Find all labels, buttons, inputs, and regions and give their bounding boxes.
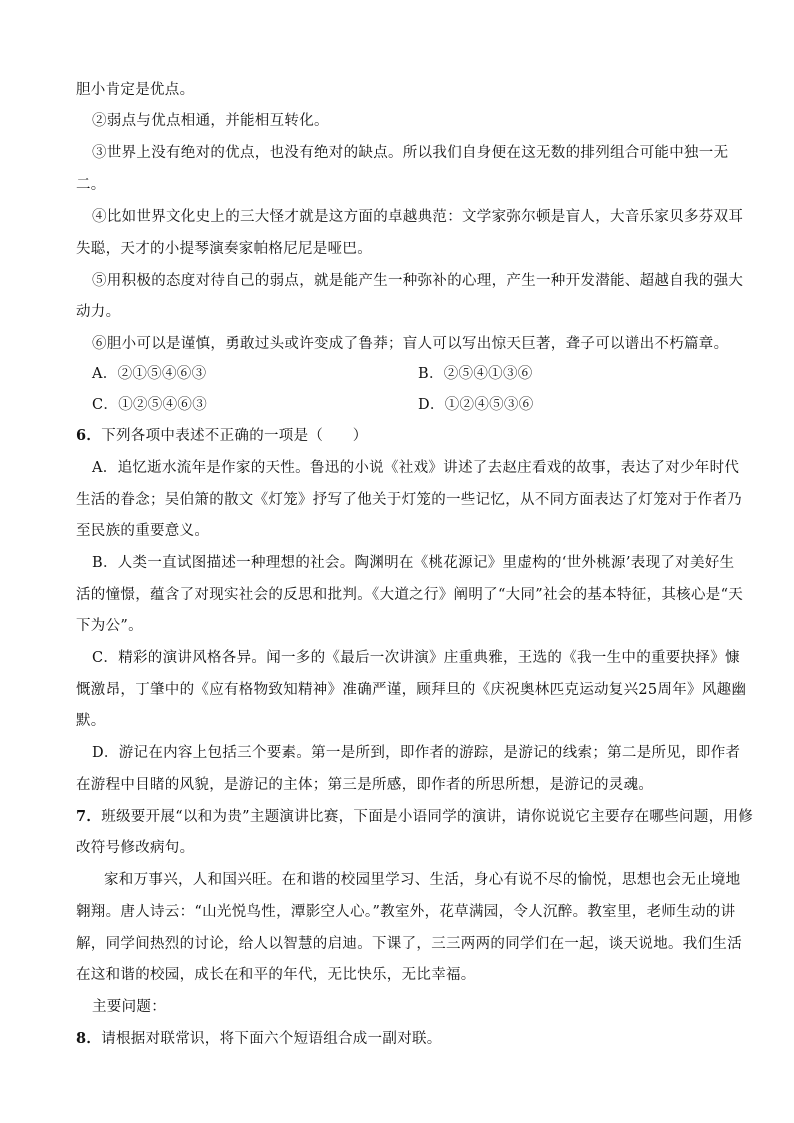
text-line: ⑤用积极的态度对待自己的弱点，就是能产生一种弥补的心理，产生一种开发潜能、超越自我的强大	[92, 273, 744, 289]
text-line: ⑥胆小可以是谨慎，勇敢过头或许变成了鲁莽；盲人可以写出惊天巨著，聋子可以谱出不朽篇章。	[92, 336, 729, 352]
text-line: 下为公”。	[76, 618, 143, 634]
text-line: C．精彩的演讲风格各异。闻一多的《最后一次讲演》庄重典雅，王选的《我一生中的重要抉择》慷	[92, 650, 740, 666]
answer-label: 主要问题：	[92, 999, 166, 1015]
text-line: 慨激昂，丁肇中的《应有格物致知精神》准确严谨，顾拜旦的《庆祝奥林匹克运动复兴25周年》风趣幽	[76, 682, 747, 698]
question-7	[76, 807, 753, 827]
question-stem: 班级要开展“以和为贵”主题演讲比赛，下面是小语同学的演讲，请你说说它主要存在哪些问题，用修	[101, 809, 754, 825]
text-line: 活的憧憬，蕴含了对现实社会的反思和批判。《大道之行》阐明了“大同”社会的基本特征，其核心是“天	[76, 587, 744, 603]
text-line: 生活的眷念；吴伯箫的散文《灯笼》抒写了他关于灯笼的一些记忆，从不同方面表达了灯笼对于作者乃	[76, 492, 742, 508]
passage-line: 在这和谐的校园，成长在和平的年代，无比快乐，无比幸福。	[76, 967, 476, 983]
text-line: ④比如世界文化史上的三大怪才就是这方面的卓越典范：文学家弥尔顿是盲人，大音乐家贝多芬双耳	[92, 209, 744, 225]
option-c: C．①②⑤④⑥③	[92, 397, 207, 413]
text-line: 改符号修改病句。	[76, 840, 195, 856]
text-line: 二。	[76, 177, 106, 193]
question-6	[76, 426, 368, 446]
question-stem: 下列各项中表述不正确的一项是（ ）	[101, 428, 368, 444]
passage-line: 家和万事兴，人和国兴旺。在和谐的校园里学习、生活，身心有说不尽的愉悦，思想也会无止境地	[104, 872, 741, 888]
text-line: D．游记在内容上包括三个要素。第一是所到，即作者的游踪，是游记的线索；第二是所见，即作者	[92, 745, 741, 761]
text-line: ③世界上没有绝对的优点，也没有绝对的缺点。所以我们自身便在这无数的排列组合可能中独一无	[92, 145, 729, 161]
passage-line: 翱翔。唐人诗云：“山光悦鸟性，潭影空人心。”教室外，花草满园，令人沉醉。教室里，老师生动的讲	[76, 904, 736, 920]
text-line: A．追忆逝水流年是作家的天性。鲁迅的小说《社戏》讲述了去赵庄看戏的故事，表达了对少年时代	[92, 460, 740, 476]
option-a: A．②①⑤④⑥③	[92, 366, 207, 382]
text-line: B．人类一直试图描述一种理想的社会。陶渊明在《桃花源记》里虚构的‘世外桃源’表现了对美好生	[92, 555, 735, 571]
text-line: 失聪，天才的小提琴演奏家帕格尼尼是哑巴。	[76, 241, 372, 257]
text-line: 默。	[76, 713, 106, 729]
question-number: 7．	[76, 808, 102, 825]
question-stem: 请根据对联常识，将下面六个短语组合成一副对联。	[101, 1031, 442, 1047]
question-8	[76, 1029, 442, 1049]
text-line: ②弱点与优点相通，并能相互转化。	[92, 113, 329, 129]
question-number: 6．	[76, 427, 102, 444]
question-number: 8．	[76, 1030, 102, 1047]
text-line: 在游程中目睹的风貌，是游记的主体；第三是所感，即作者的所思所想，是游记的灵魂。	[76, 777, 654, 793]
passage-line: 解，同学间热烈的讨论，给人以智慧的启迪。下课了，三三两两的同学们在一起，谈天说地。我们生活	[76, 936, 742, 952]
text-line: 动力。	[76, 304, 121, 320]
option-b: B．②⑤④①③⑥	[418, 366, 533, 382]
text-line: 至民族的重要意义。	[76, 523, 210, 539]
text-line: 胆小肯定是优点。	[76, 82, 195, 98]
option-d: D．①②④⑤③⑥	[418, 397, 534, 413]
